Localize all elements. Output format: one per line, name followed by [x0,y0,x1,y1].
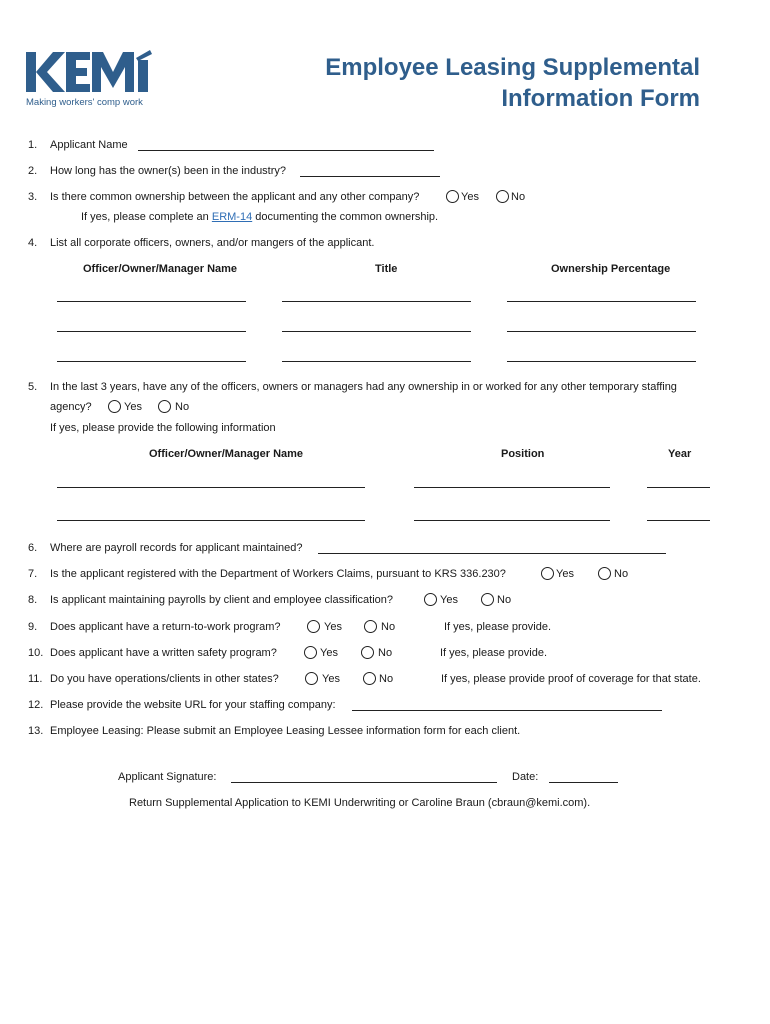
q5-col-position-header: Position [501,448,545,460]
q9-no-label: No [381,621,396,633]
erm-14-link[interactable]: ERM-14 [211,211,253,223]
q12-number: 12. [28,699,44,711]
q3-subtext [81,211,438,224]
q8-label: Is applicant maintaining payrolls by client and employee classification? [50,594,394,606]
q4-col-name-header: Officer/Owner/Manager Name [83,263,238,275]
q2-number: 2. [28,165,38,177]
q4-row3-name-field[interactable] [57,361,246,362]
signature-field[interactable] [231,782,497,783]
q7-label: Is the applicant registered with the Department of Workers Claims, pursuant to KRS 336.230? [50,568,506,580]
q11-number: 11. [28,673,43,685]
q1-number: 1. [28,139,38,151]
q9-yes-radio[interactable] [307,620,320,633]
q4-row3-title-field[interactable] [282,361,471,362]
q9-number: 9. [28,621,38,633]
q4-label: List all corporate officers, owners, and/or mangers of the applicant. [50,237,375,249]
website-url-field[interactable] [352,710,662,711]
q3-sub-before: If yes, please complete an [81,211,209,223]
payroll-records-field[interactable] [318,553,666,554]
q5-row2-name-field[interactable] [57,520,365,521]
q5-no-label: No [175,401,190,413]
q10-note: If yes, please provide. [440,647,548,659]
q8-no-label: No [497,594,512,606]
q4-row1-title-field[interactable] [282,301,471,302]
q8-yes-radio[interactable] [424,593,437,606]
q6-number: 6. [28,542,38,554]
q3-label: Is there common ownership between the applicant and any other company? [50,191,420,203]
q11-label: Do you have operations/clients in other states? [50,673,279,685]
q3-no-radio[interactable] [496,190,509,203]
q9-label: Does applicant have a return-to-work program? [50,621,281,633]
q7-number: 7. [28,568,38,580]
q2-label: How long has the owner(s) been in the industry? [50,165,287,177]
q8-no-radio[interactable] [481,593,494,606]
q4-row2-name-field[interactable] [57,331,246,332]
q5-yes-label: Yes [124,401,142,413]
q4-row3-ownership-field[interactable] [507,361,696,362]
signature-label: Applicant Signature: [118,771,217,783]
q5-row1-position-field[interactable] [414,487,610,488]
applicant-name-field[interactable] [138,150,434,151]
q10-label: Does applicant have a written safety program? [50,647,277,659]
q7-yes-label: Yes [556,568,574,580]
q4-number: 4. [28,237,38,249]
q11-note: If yes, please provide proof of coverage for that state. [441,673,701,685]
q9-no-radio[interactable] [364,620,377,633]
return-instructions: Return Supplemental Application to KEMI Underwriting or Caroline Braun (cbraun@kemi.com). [129,797,591,809]
q5-row2-year-field[interactable] [647,520,710,521]
q11-no-radio[interactable] [363,672,376,685]
q5-col-name-header: Officer/Owner/Manager Name [149,448,304,460]
kemi-logo-mark [26,50,154,94]
q7-yes-radio[interactable] [541,567,554,580]
page-title [325,52,700,114]
title-line-2: Information Form [501,85,700,112]
q5-label: In the last 3 years, have any of the officers, owners or managers had any ownership in or worked for any other temporary staffing [50,381,677,393]
q8-number: 8. [28,594,38,606]
q10-no-label: No [378,647,393,659]
q4-col-title-header: Title [375,263,398,275]
q4-row1-ownership-field[interactable] [507,301,696,302]
q3-number: 3. [28,191,38,203]
q4-row2-ownership-field[interactable] [507,331,696,332]
q8-yes-label: Yes [440,594,458,606]
q3-sub-after: documenting the common ownership. [255,211,439,223]
q6-label: Where are payroll records for applicant maintained? [50,542,303,554]
q11-no-label: No [379,673,394,685]
industry-years-field[interactable] [300,176,440,177]
q5-number: 5. [28,381,38,393]
kemi-logo [26,50,156,110]
q11-yes-radio[interactable] [305,672,318,685]
q10-no-radio[interactable] [361,646,374,659]
q5-no-radio[interactable] [158,400,171,413]
q10-yes-radio[interactable] [304,646,317,659]
q1-label: Applicant Name [50,139,128,151]
q7-no-radio[interactable] [598,567,611,580]
q10-yes-label: Yes [320,647,338,659]
q4-row1-name-field[interactable] [57,301,246,302]
date-field[interactable] [549,782,618,783]
q5-row1-name-field[interactable] [57,487,365,488]
logo-tagline: Making workers' comp work [26,97,143,108]
q5-col-year-header: Year [668,448,692,460]
q9-yes-label: Yes [324,621,342,633]
q13-label: Employee Leasing: Please submit an Employee Leasing Lessee information form for each client. [50,725,521,737]
q5-yes-radio[interactable] [108,400,121,413]
q5-row1-year-field[interactable] [647,487,710,488]
q11-yes-label: Yes [322,673,340,685]
q3-yes-label: Yes [461,191,479,203]
q4-col-ownership-header: Ownership Percentage [551,263,671,275]
q7-no-label: No [614,568,629,580]
q5-row2-position-field[interactable] [414,520,610,521]
date-label: Date: [512,771,539,783]
q5-subtext: If yes, please provide the following information [50,422,276,434]
q12-label: Please provide the website URL for your staffing company: [50,699,336,711]
q3-yes-radio[interactable] [446,190,459,203]
q13-number: 13. [28,725,44,737]
q4-row2-title-field[interactable] [282,331,471,332]
q10-number: 10. [28,647,44,659]
title-line-1: Employee Leasing Supplemental [325,54,700,81]
q9-note: If yes, please provide. [444,621,552,633]
q3-no-label: No [511,191,526,203]
q5-label-cont: agency? [50,401,92,413]
